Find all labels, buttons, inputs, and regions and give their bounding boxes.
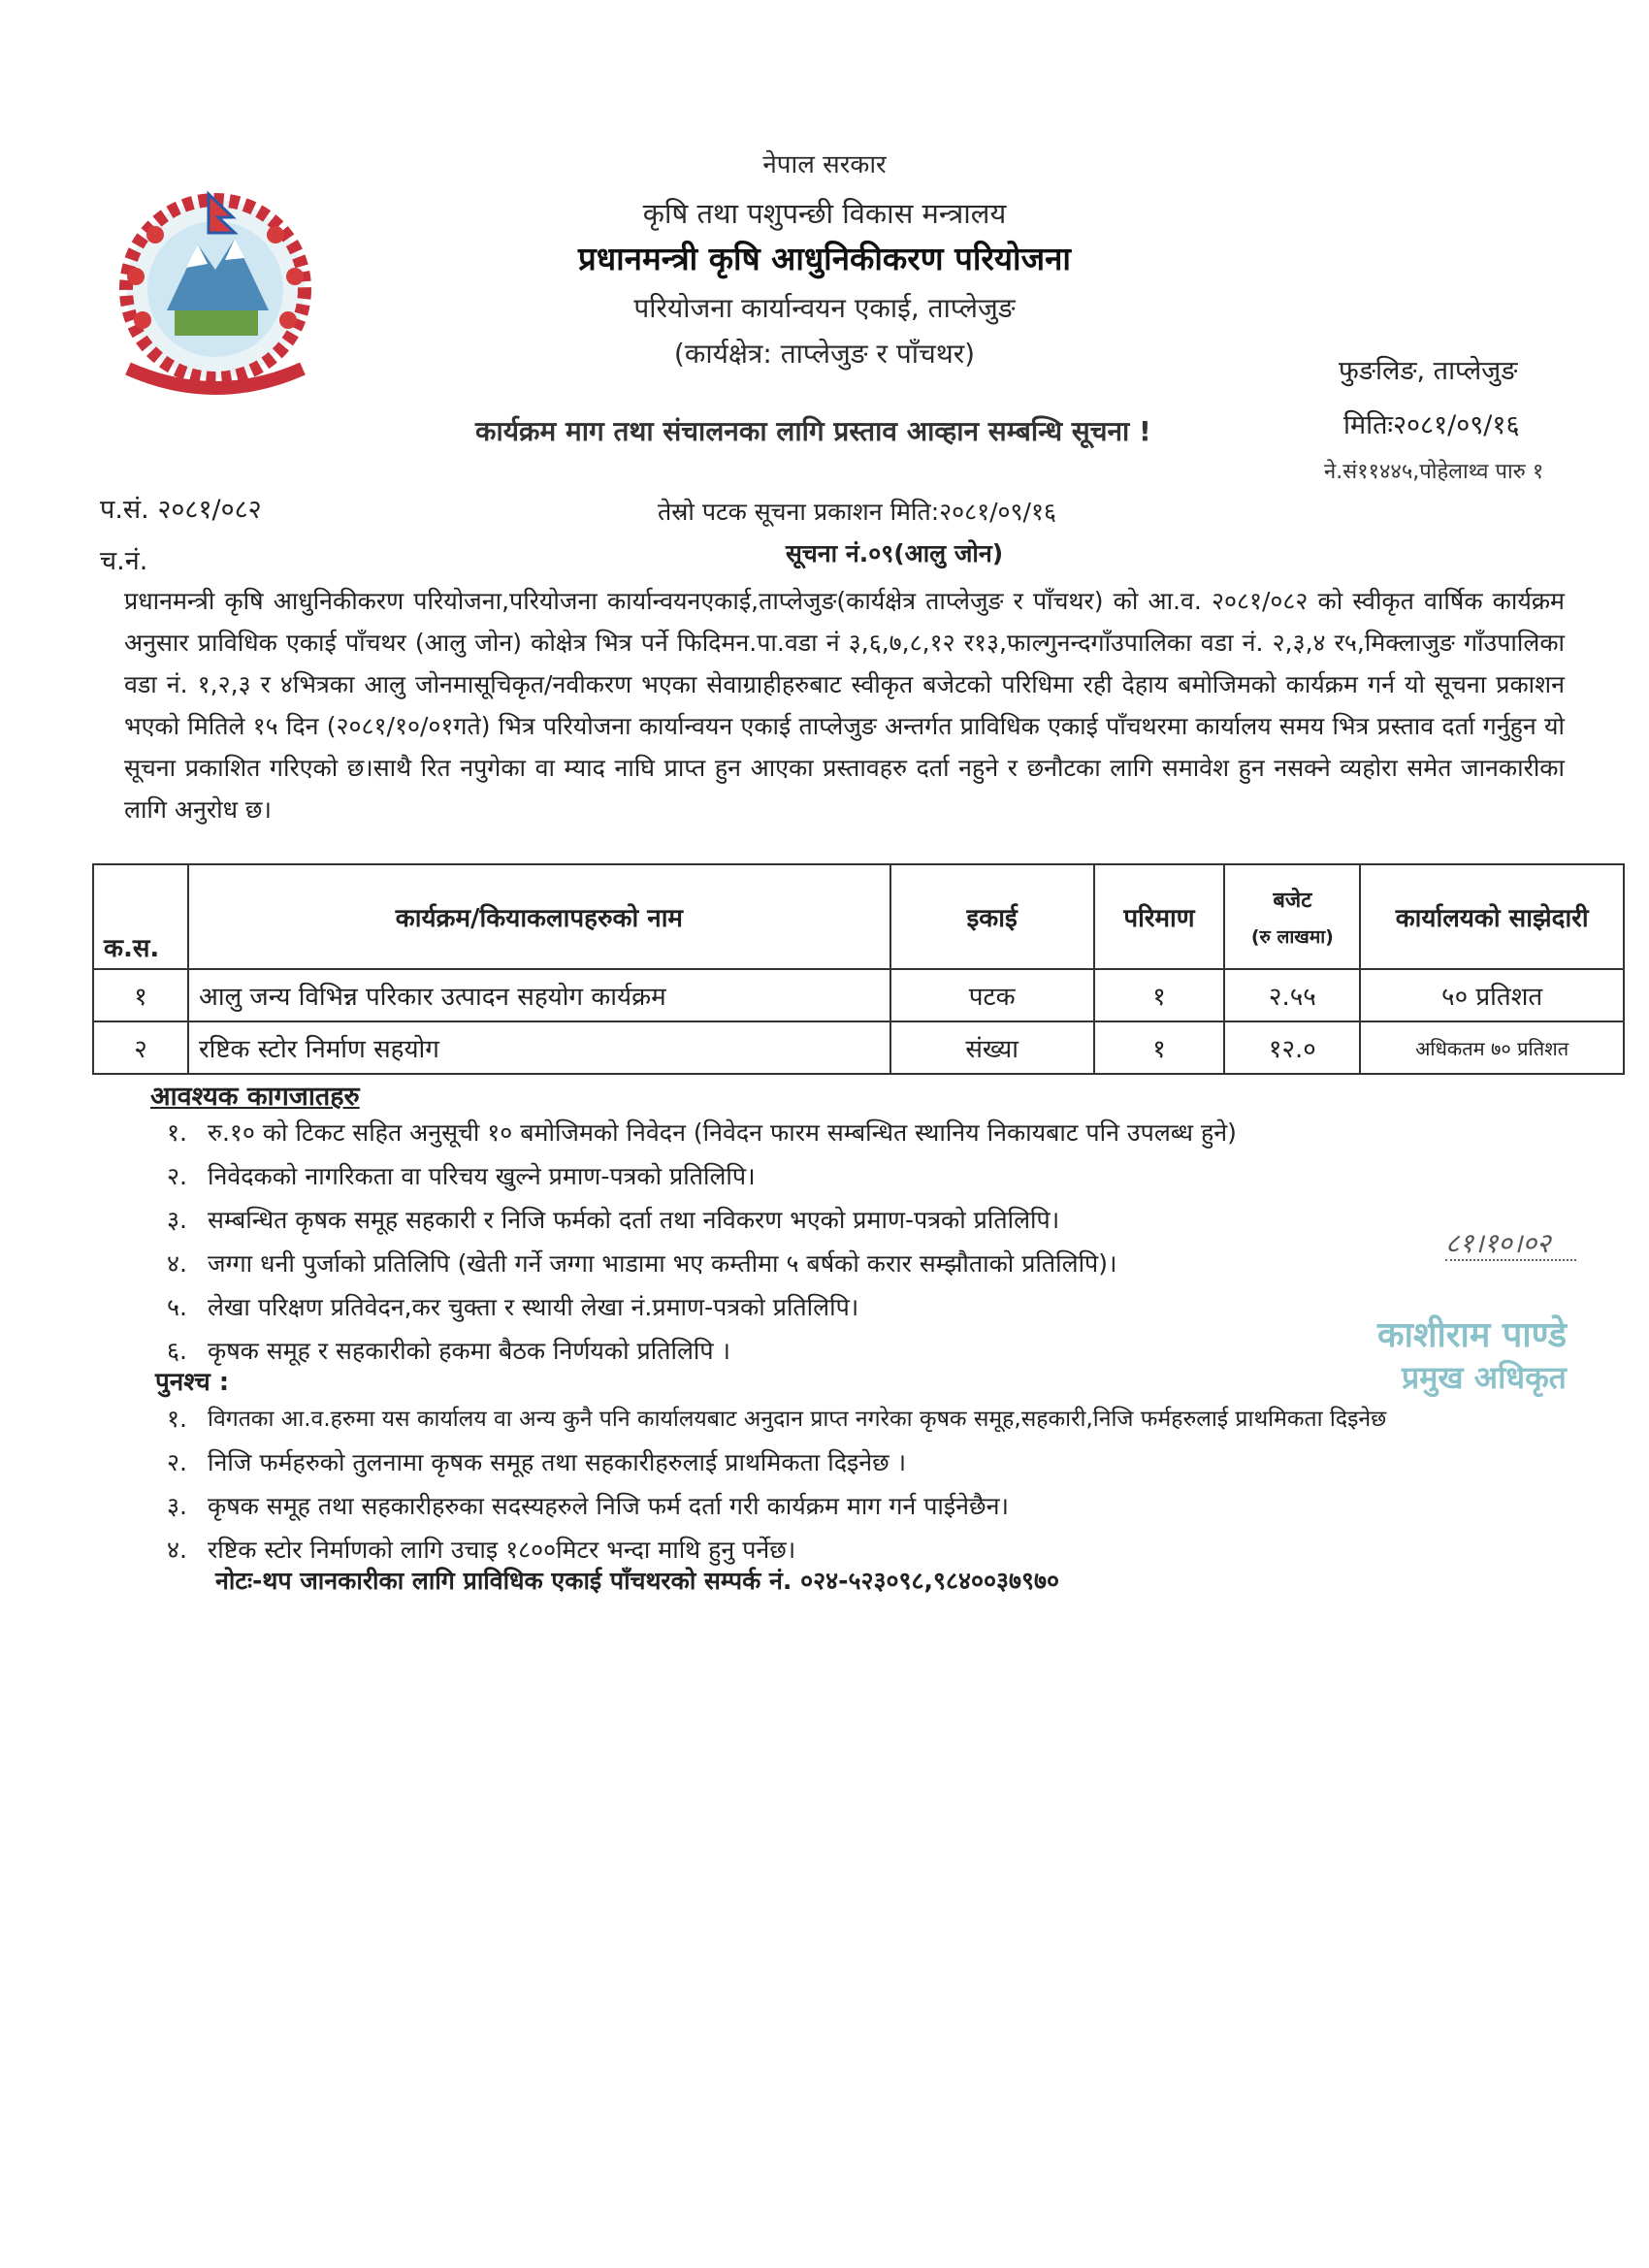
item-text: जग्गा धनी पुर्जाको प्रतिलिपि (खेती गर्ने जग्गा भाडामा भए कम्तीमा ५ बर्षको करार सम्झौताको प्रतिलिपि)।: [208, 1249, 1117, 1278]
item-number: ५.: [167, 1293, 187, 1321]
row-sn: २: [93, 1021, 188, 1074]
row-unit: पटक: [890, 969, 1094, 1021]
row-program-name: आलु जन्य विभिन्न परिकार उत्पादन सहयोग कार्यक्रम: [188, 969, 890, 1021]
signature-line: [1445, 1259, 1576, 1261]
item-text: लेखा परिक्षण प्रतिवेदन,कर चुक्ता र स्थायी लेखा नं.प्रमाण-पत्रको प्रतिलिपि।: [208, 1293, 859, 1321]
publication-date: तेस्रो पटक सूचना प्रकाशन मिति:२०८१/०९/१६: [658, 498, 1056, 526]
row-program-name: रष्टिक स्टोर निर्माण सहयोग: [188, 1021, 890, 1074]
header-budget-label: बजेट: [1273, 889, 1312, 913]
row-budget: २.५५: [1224, 969, 1360, 1021]
signature-mark: ८१।१०।०२: [1445, 1227, 1551, 1259]
table-row: [93, 1021, 1624, 1074]
letter-number: प.सं. २०८१/०८२: [100, 495, 262, 525]
ministry-name: कृषि तथा पशुपन्छी विकास मन्त्रालय: [642, 197, 1007, 230]
item-number: १.: [167, 1405, 187, 1433]
header-office-share: कार्यालयको साझेदारी: [1360, 864, 1624, 969]
item-text: रष्टिक स्टोर निर्माणको लागि उचाइ १८००मिटर भन्दा माथि हुनु पर्नेछ।: [208, 1536, 796, 1564]
table-row: [93, 969, 1624, 1021]
item-text: कृषक समूह र सहकारीको हकमा बैठक निर्णयको प्रतिलिपि ।: [208, 1337, 731, 1365]
notice-title: कार्यक्रम माग तथा संचालनका लागि प्रस्ताव आव्हान सम्बन्धि सूचना !: [475, 415, 1151, 447]
header-budget: [1224, 864, 1360, 969]
work-area: (कार्यक्षेत्र: ताप्लेजुङ र पाँचथर): [673, 338, 976, 370]
item-number: ६.: [167, 1337, 187, 1365]
row-unit: संख्या: [890, 1021, 1094, 1074]
row-office-share: ५० प्रतिशत: [1360, 969, 1624, 1021]
header-unit: इकाई: [890, 864, 1094, 969]
contact-note: नोटः-थप जानकारीका लागि प्राविधिक एकाई पाँचथरको सम्पर्क नं. ०२४-५२३०९८,९८४००३७९७०: [215, 1567, 1059, 1595]
official-stamp-role: प्रमुख अधिकृत: [1402, 1359, 1567, 1396]
notice-body: प्रधानमन्त्री कृषि आधुनिकीकरण परियोजना,परियोजना कार्यान्वयनएकाई,ताप्लेजुङ(कार्यक्षेत्र ताप्लेजुङ र पाँचथर) को आ.व. २०८१/०८२ को स्वीकृत वार्षिक कार्यक्रम अनुसार प्राविधिक एकाई पाँचथर (आलु जोन) कोक्षेत्र भित्र पर्ने फिदिमन.पा.वडा नं ३,६,७,८,१२ र१३,फाल्गुनन्दगाँउपालिका वडा नं. २,३,४ र५,मिक्लाजुङ गाँउपालिका वडा नं. १,२,३ र ४भित्रका आलु जोनमासूचिकृत/नवीकरण भएका सेवाग्राहीहरुबाट स्वीकृत बजेटको परिधिमा रही देहाय बमोजिमको कार्यक्रम गर्न यो सूचना प्रकाशन भएको मितिले १५ दिन (२०८१/१०/०१गते) भित्र परियोजना कार्यान्वयन एकाई ताप्लेजुङ अन्तर्गत प्राविधिक एकाई पाँचथरमा कार्यालय समय भित्र प्रस्ताव दर्ता गर्नुहुन यो सूचना प्रकाशित गरिएको छ।साथै रित नपुगेका वा म्याद नाघि प्राप्त हुन आएका प्रस्तावहरु दर्ता नहुने र छनौटका लागि समावेश हुन नसक्ने व्यहोरा समेत जानकारीका लागि अनुरोध छ।: [124, 587, 1565, 824]
postscript-title: पुनश्च :: [155, 1368, 230, 1397]
item-text: सम्बन्धित कृषक समूह सहकारी र निजि फर्मको दर्ता तथा नविकरण भएको प्रमाण-पत्रको प्रतिलिपि।: [208, 1206, 1060, 1234]
item-number: २.: [167, 1448, 187, 1476]
row-office-share: अधिकतम ७० प्रतिशत: [1360, 1021, 1624, 1074]
header-quantity: परिमाण: [1094, 864, 1225, 969]
dispatch-number: च.नं.: [100, 546, 148, 576]
row-sn: १: [93, 969, 188, 1021]
program-table: [92, 863, 1625, 1075]
location: फुङलिङ, ताप्लेजुङ: [1339, 356, 1518, 386]
item-text: विगतका आ.व.हरुमा यस कार्यालय वा अन्य कुनै पनि कार्यालयबाट अनुदान प्राप्त नगरेका कृषक समूह,सहकारी,निजि फर्महरुलाई प्राथमिकता दिइनेछ: [208, 1407, 1387, 1432]
item-number: ४.: [167, 1249, 187, 1278]
official-stamp-name: काशीराम पाण्डे: [1377, 1315, 1568, 1355]
unit-name: परियोजना कार्यान्वयन एकाई, ताप्लेजुङ: [633, 292, 1016, 324]
item-text: निवेदकको नागरिकता वा परिचय खुल्ने प्रमाण-पत्रको प्रतिलिपि।: [208, 1162, 756, 1190]
table-header-row: [93, 864, 1624, 969]
documents-title: आवश्यक कागजातहरु: [150, 1082, 360, 1112]
notice-number: सूचना नं.०९(आलु जोन): [786, 539, 1004, 567]
row-budget: १२.०: [1224, 1021, 1360, 1074]
item-number: ४.: [167, 1536, 187, 1564]
item-text: कृषक समूह तथा सहकारीहरुका सदस्यहरुले निजि फर्म दर्ता गरी कार्यक्रम माग गर्न पाईनेछैन।: [208, 1492, 1009, 1520]
item-number: १.: [167, 1118, 187, 1147]
item-number: ३.: [167, 1206, 187, 1234]
header-sn: क.स.: [93, 864, 188, 969]
item-number: २.: [167, 1162, 187, 1190]
row-quantity: १: [1094, 1021, 1225, 1074]
item-text: निजि फर्महरुको तुलनामा कृषक समूह तथा सहकारीहरुलाई प्राथमिकता दिइनेछ ।: [208, 1448, 907, 1476]
project-name: प्रधानमन्त्री कृषि आधुनिकीकरण परियोजना: [578, 240, 1071, 277]
header-program-name: कार्यक्रम/कियाकलापहरुको नाम: [188, 864, 890, 969]
date: मितिः२०८१/०९/१६: [1343, 410, 1520, 440]
header-budget-unit: (रु लाखमा): [1250, 926, 1334, 948]
item-number: ३.: [167, 1492, 187, 1520]
item-text: रु.१० को टिकट सहित अनुसूची १० बमोजिमको निवेदन (निवेदन फारम सम्बन्धित स्थानिय निकायबाट पनि उपलब्ध हुने): [208, 1118, 1237, 1147]
government-name: नेपाल सरकार: [762, 150, 887, 179]
registration-number: ने.सं११४४५,पोहेलाथ्व पारु १: [1324, 460, 1544, 484]
row-quantity: १: [1094, 969, 1225, 1021]
